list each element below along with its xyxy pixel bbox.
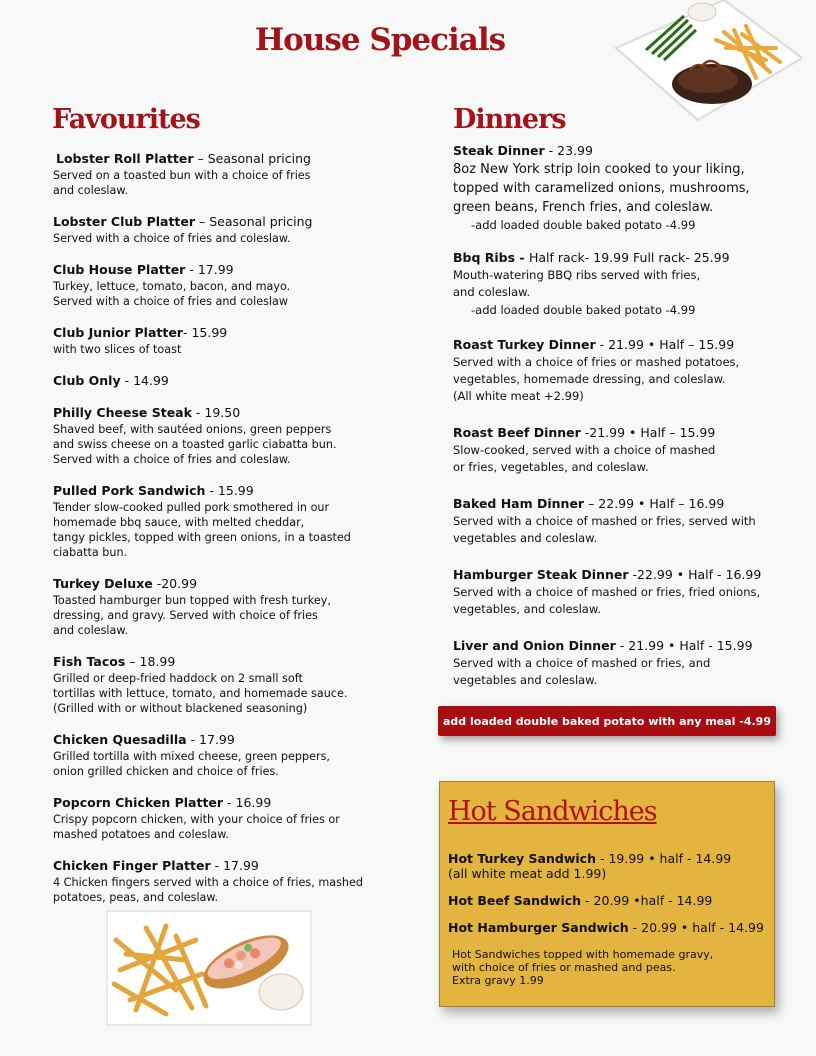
- menu-item: Hot Hamburger Sandwich - 20.99 • half - 14.99: [448, 920, 764, 935]
- hot-sandwiches-heading: Hot Sandwiches: [448, 796, 657, 827]
- item-description: Served on a toasted bun with a choice of fries and coleslaw.: [53, 169, 311, 197]
- item-description: Turkey, lettuce, tomato, bacon, and mayo. Served with a choice of fries and coleslaw: [53, 280, 291, 308]
- menu-item: Steak Dinner - 23.99 8oz New York strip loin cooked to your liking, topped with caramelized onions, mushrooms, green beans, French fries, and coleslaw. -add loaded double baked potato -4.99: [453, 142, 783, 233]
- item-description: Served with a choice of mashed or fries, served with vegetables and coleslaw.: [453, 514, 756, 545]
- favourites-heading: Favourites: [52, 104, 200, 135]
- menu-item: Fish Tacos – 18.99 Grilled or deep-fried haddock on 2 small soft tortillas with lettuce, tomato, and homemade sauce. (Grilled with or without blackened seasoning): [53, 654, 393, 716]
- menu-item: Roast Turkey Dinner - 21.99 • Half – 15.99 Served with a choice of fries or mashed potatoes, vegetables, homemade dressing, and coleslaw. (All white meat +2.99): [453, 336, 783, 405]
- menu-item: Chicken Quesadilla - 17.99 Grilled tortilla with mixed cheese, green peppers, onion grilled chicken and choice of fries.: [53, 732, 393, 779]
- item-description: Grilled tortilla with mixed cheese, green peppers, onion grilled chicken and choice of fries.: [53, 750, 330, 778]
- item-addon: -add loaded double baked potato -4.99: [471, 303, 696, 317]
- hot-sandwiches-note: Hot Sandwiches topped with homemade gravy, with choice of fries or mashed and peas. Extra gravy 1.99: [452, 948, 714, 987]
- menu-item: Hot Turkey Sandwich - 19.99 • half - 14.99 (all white meat add 1.99): [448, 852, 768, 881]
- menu-item: Bbq Ribs - Half rack- 19.99 Full rack- 25.99 Mouth-watering BBQ ribs served with fries, and coleslaw. -add loaded double baked potato -4.99: [453, 249, 783, 319]
- menu-item: Turkey Deluxe -20.99 Toasted hamburger bun topped with fresh turkey, dressing, and gravy. Served with choice of fries and coleslaw.: [53, 576, 393, 638]
- item-description: Crispy popcorn chicken, with your choice of fries or mashed potatoes and coleslaw.: [53, 813, 340, 841]
- potato-addon-banner: add loaded double baked potato with any meal -4.99: [438, 706, 776, 736]
- menu-item: Popcorn Chicken Platter - 16.99 Crispy popcorn chicken, with your choice of fries or mashed potatoes and coleslaw.: [53, 795, 393, 842]
- item-description: Toasted hamburger bun topped with fresh turkey, dressing, and gravy. Served with choice of fries and coleslaw.: [53, 594, 331, 637]
- menu-item: Club Only - 14.99: [53, 373, 169, 388]
- menu-item: Pulled Pork Sandwich - 15.99 Tender slow-cooked pulled pork smothered in our homemade bbq sauce, with melted cheddar, tangy pickles, topped with green onions, in a toasted ciabatta bun.: [53, 483, 393, 560]
- menu-item: Roast Beef Dinner -21.99 • Half – 15.99 Slow-cooked, served with a choice of mashed or fries, vegetables, and coleslaw.: [453, 424, 783, 476]
- item-description: 8oz New York strip loin cooked to your liking, topped with caramelized onions, mushrooms, green beans, French fries, and coleslaw.: [453, 162, 750, 215]
- menu-item: Lobster Roll Platter – Seasonal pricing Served on a toasted bun with a choice of fries and coleslaw.: [53, 151, 393, 198]
- menu-item: Hot Beef Sandwich - 20.99 •half - 14.99: [448, 893, 713, 908]
- hot-sandwiches-box: [439, 781, 775, 1007]
- page-title: House Specials: [254, 22, 506, 58]
- steak-dinner-photo: [606, 0, 802, 122]
- item-description: Slow-cooked, served with a choice of mashed or fries, vegetables, and coleslaw.: [453, 443, 716, 474]
- menu-item: Club Junior Platter- 15.99 with two slices of toast: [53, 325, 393, 357]
- lobster-roll-photo: [106, 910, 312, 1026]
- dinners-list: [453, 142, 783, 706]
- item-description: Served with a choice of fries and coleslaw.: [53, 232, 291, 245]
- menu-item: Chicken Finger Platter - 17.99 4 Chicken fingers served with a choice of fries, mashed potatoes, peas, and coleslaw.: [53, 858, 393, 905]
- item-description: Shaved beef, with sautéed onions, green peppers and swiss cheese on a toasted garlic ciabatta bun. Served with a choice of fries and coleslaw.: [53, 423, 337, 466]
- menu-item: Liver and Onion Dinner - 21.99 • Half - 15.99 Served with a choice of mashed or fries, and vegetables and coleslaw.: [453, 637, 783, 689]
- hot-sandwiches-list: [448, 852, 768, 948]
- item-description: (all white meat add 1.99): [448, 866, 607, 881]
- item-description: with two slices of toast: [53, 343, 182, 356]
- menu-item: Baked Ham Dinner – 22.99 • Half – 16.99 Served with a choice of mashed or fries, served with vegetables and coleslaw.: [453, 495, 783, 547]
- item-description: Grilled or deep-fried haddock on 2 small soft tortillas with lettuce, tomato, and homemade sauce. (Grilled with or without blackened seasoning): [53, 672, 348, 715]
- item-description: 4 Chicken fingers served with a choice of fries, mashed potatoes, peas, and coleslaw.: [53, 876, 363, 904]
- favourites-list: [53, 151, 393, 921]
- item-addon: -add loaded double baked potato -4.99: [471, 218, 696, 232]
- menu-item: Philly Cheese Steak - 19.50 Shaved beef, with sautéed onions, green peppers and swiss cheese on a toasted garlic ciabatta bun. Served with a choice of fries and coleslaw.: [53, 405, 393, 467]
- item-description: Tender slow-cooked pulled pork smothered in our homemade bbq sauce, with melted cheddar, tangy pickles, topped with green onions, in a toasted ciabatta bun.: [53, 501, 351, 559]
- menu-item: Hamburger Steak Dinner -22.99 • Half - 16.99 Served with a choice of mashed or fries, fried onions, vegetables, and coleslaw.: [453, 566, 783, 618]
- item-description: Served with a choice of mashed or fries, and vegetables and coleslaw.: [453, 656, 711, 687]
- dinners-heading: Dinners: [453, 104, 566, 135]
- item-description: Served with a choice of fries or mashed potatoes, vegetables, homemade dressing, and coleslaw. (All white meat +2.99): [453, 355, 740, 403]
- item-description: Mouth-watering BBQ ribs served with fries, and coleslaw.: [453, 268, 701, 299]
- menu-item: Club House Platter - 17.99 Turkey, lettuce, tomato, bacon, and mayo. Served with a choice of fries and coleslaw: [53, 262, 393, 309]
- menu-item: Lobster Club Platter – Seasonal pricing Served with a choice of fries and coleslaw.: [53, 214, 393, 246]
- item-description: Served with a choice of mashed or fries, fried onions, vegetables, and coleslaw.: [453, 585, 761, 616]
